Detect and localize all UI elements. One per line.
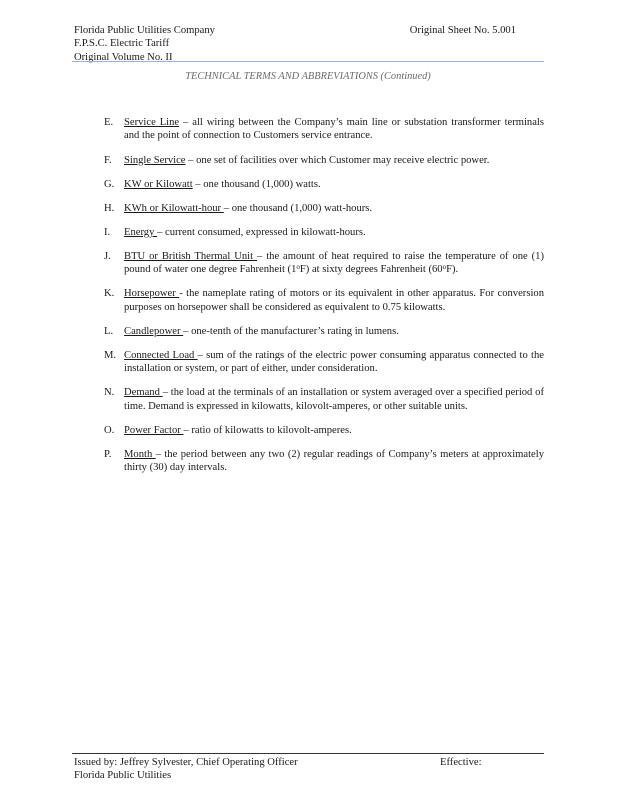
term-power-factor: [104, 424, 544, 437]
term-definition: – the amount of heat required to raise the temperature of one (1) pound of water one degree Fahrenheit (1: [124, 250, 545, 276]
term-name: Month: [124, 449, 156, 461]
footer-divider: [72, 753, 544, 754]
term-candlepower: [104, 325, 544, 338]
term-letter: M.: [104, 349, 117, 361]
footer-organization: Florida Public Utilities: [74, 770, 172, 782]
term-letter: E.: [104, 117, 114, 128]
term-letter: J.: [104, 250, 111, 262]
term-definition: - the nameplate rating of motors or its equivalent in other apparatus. For conversion purposes on horsepower shall be considered as equivalent to 0.75 kilowatts.: [124, 288, 544, 313]
term-connected-load: [104, 349, 544, 376]
company-name: Florida Public Utilities Company: [74, 25, 215, 36]
term-letter: I.: [104, 226, 111, 238]
term-name: Horsepower: [124, 288, 180, 300]
page-header: [74, 24, 544, 64]
term-letter: K.: [104, 288, 115, 300]
term-horsepower: [104, 287, 544, 314]
section-title: TECHNICAL TERMS AND ABBREVIATIONS (Continued): [185, 71, 431, 82]
term-definition: – the period between any two (2) regular readings of Company’s meters at approximately thirty (30) day intervals.: [124, 449, 544, 474]
terms-list: [104, 116, 544, 486]
term-definition: – the load at the terminals of an installation or system averaged over a specified period of time. Demand is expressed in kilowatts, kilovolt-amperes, or other suitable units.: [124, 387, 544, 412]
term-name: Demand: [124, 387, 163, 399]
term-definition: – current consumed, expressed in kilowatt-hours.: [157, 226, 366, 238]
term-definition: – one thousand (1,000) watt-hours.: [223, 202, 373, 214]
term-name: Power Factor: [124, 424, 184, 436]
page-footer: [74, 756, 544, 783]
term-definition: F) at sixty degrees Fahrenheit (60: [299, 264, 443, 276]
term-name: Candlepower: [124, 325, 184, 337]
term-name: KWh or Kilowatt-hour: [124, 202, 224, 214]
term-btu: [104, 250, 544, 277]
term-month: [104, 448, 544, 475]
term-letter: G.: [104, 178, 115, 190]
degree-superscript: o: [296, 263, 300, 272]
term-definition: – one set of facilities over which Customer may receive electric power.: [185, 154, 490, 166]
term-kilowatt: [104, 178, 544, 191]
sheet-number: Original Sheet No. 5.001: [409, 25, 516, 36]
term-definition: – one-tenth of the manufacturer’s rating in lumens.: [183, 325, 399, 337]
term-name: BTU or British Thermal Unit: [124, 250, 257, 262]
term-definition: – one thousand (1,000) watts.: [192, 178, 321, 190]
term-letter: H.: [104, 202, 115, 214]
term-definition: – sum of the ratings of the electric power consuming apparatus connected to the installation or system, or part of either, under consideration.: [124, 349, 544, 375]
issued-by: Issued by: Jeffrey Sylvester, Chief Operating Officer: [74, 757, 298, 768]
term-letter: L.: [104, 325, 114, 337]
term-name: KW or Kilowatt: [124, 178, 193, 190]
tariff-name: F.P.S.C. Electric Tariff: [74, 38, 170, 50]
term-letter: O.: [104, 424, 115, 436]
term-demand: [104, 386, 544, 413]
term-letter: P.: [104, 449, 112, 461]
term-energy: [104, 226, 544, 239]
term-definition: F).: [446, 264, 459, 276]
term-name: Connected Load: [124, 349, 198, 361]
term-kilowatt-hour: [104, 202, 544, 215]
header-divider: [72, 61, 544, 62]
effective-label: Effective:: [440, 757, 482, 768]
term-definition: – all wiring between the Company’s main line or substation transformer terminals and the point of connection to Customers service entrance.: [124, 117, 544, 142]
term-letter: F.: [104, 154, 112, 166]
term-letter: N.: [104, 387, 115, 399]
term-name: Single Service: [124, 154, 186, 166]
term-single-service: [104, 154, 544, 167]
degree-superscript: o: [442, 263, 447, 272]
volume-number: Original Volume No. II: [74, 51, 173, 63]
term-name: Energy: [124, 226, 158, 238]
term-definition: – ratio of kilowatts to kilovolt-amperes.: [183, 424, 352, 436]
term-service-line: [104, 116, 544, 143]
term-name: Service Line: [124, 117, 180, 128]
